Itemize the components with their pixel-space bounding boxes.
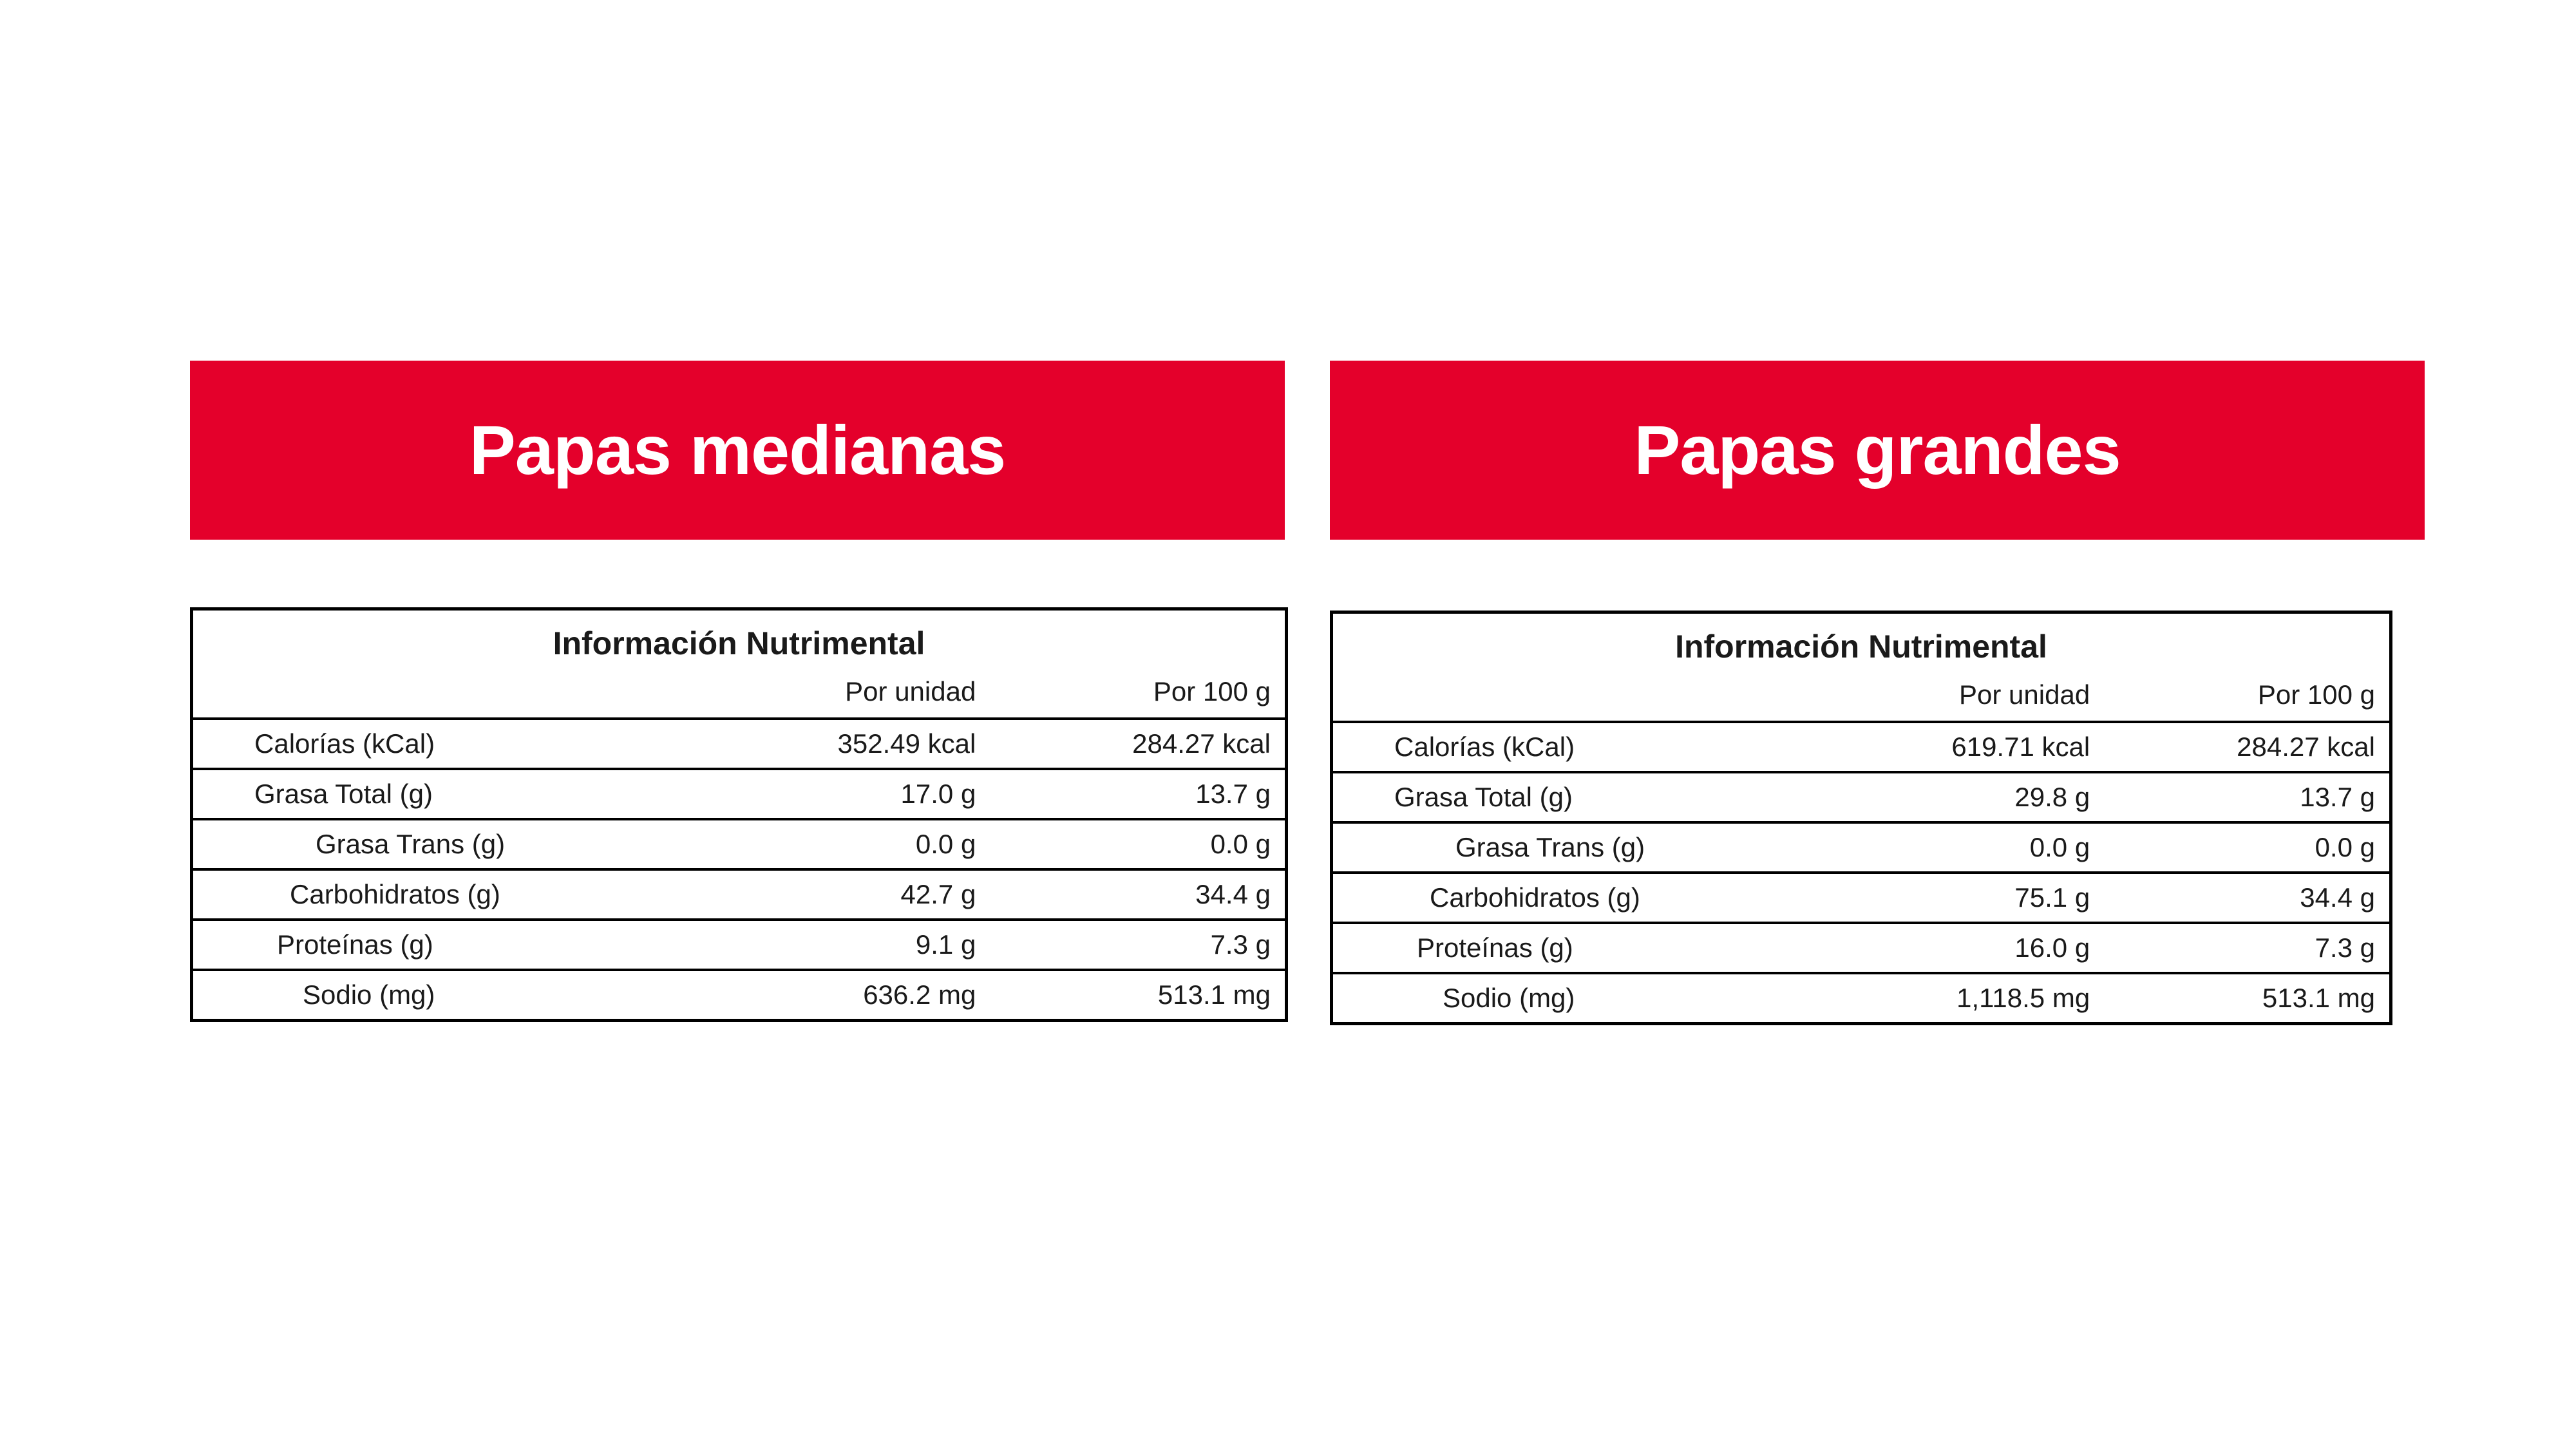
table-row bbox=[193, 920, 1285, 970]
column-header-per-unit-medianas: Por unidad bbox=[845, 676, 976, 706]
row-value-calorias-per-unit-medianas: 352.49 kcal bbox=[696, 719, 990, 769]
row-value-calorias-per-100g-grandes: 284.27 kcal bbox=[2104, 722, 2389, 772]
row-value-calorias-per-unit-grandes: 619.71 kcal bbox=[1819, 722, 2104, 772]
table-row bbox=[193, 970, 1285, 1019]
row-value-grasa-total-per-unit-grandes: 29.8 g bbox=[1819, 772, 2104, 822]
table-row bbox=[1333, 873, 2389, 923]
nutrition-table-wrapper-grandes bbox=[1330, 611, 2392, 1025]
row-label-grasa-trans-medianas: Grasa Trans (g) bbox=[193, 819, 696, 869]
row-label-carbohidratos-grandes: Carbohidratos (g) bbox=[1333, 873, 1819, 923]
panel-title-banner-medianas: Papas medianas bbox=[190, 361, 1285, 540]
row-label-grasa-total-medianas: Grasa Total (g) bbox=[193, 769, 696, 819]
row-value-grasa-total-per-unit-medianas: 17.0 g bbox=[696, 769, 990, 819]
row-label-calorias-medianas: Calorías (kCal) bbox=[193, 719, 696, 769]
row-value-grasa-trans-per-100g-grandes: 0.0 g bbox=[2104, 822, 2389, 873]
table-caption-medianas: Información Nutrimental bbox=[553, 625, 925, 661]
row-value-grasa-trans-per-unit-medianas: 0.0 g bbox=[696, 819, 990, 869]
column-header-per-100g-medianas: Por 100 g bbox=[1153, 676, 1271, 706]
table-row bbox=[193, 819, 1285, 869]
panel-papas-medianas bbox=[190, 361, 1291, 1022]
row-value-grasa-total-per-100g-medianas: 13.7 g bbox=[990, 769, 1285, 819]
nutrition-table-medianas bbox=[193, 611, 1285, 1019]
row-value-sodio-per-unit-grandes: 1,118.5 mg bbox=[1819, 973, 2104, 1022]
column-header-per-100g-grandes: Por 100 g bbox=[2257, 679, 2375, 710]
panel-title-banner-grandes: Papas grandes bbox=[1330, 361, 2425, 540]
row-label-proteinas-grandes: Proteínas (g) bbox=[1333, 923, 1819, 973]
table-row bbox=[1333, 923, 2389, 973]
nutrition-table-wrapper-medianas bbox=[190, 607, 1288, 1022]
row-value-proteinas-per-unit-grandes: 16.0 g bbox=[1819, 923, 2104, 973]
row-value-sodio-per-100g-grandes: 513.1 mg bbox=[2104, 973, 2389, 1022]
column-header-per-unit-grandes: Por unidad bbox=[1959, 679, 2090, 710]
table-header-row-grandes bbox=[1333, 677, 2389, 722]
row-value-proteinas-per-unit-medianas: 9.1 g bbox=[696, 920, 990, 970]
row-label-calorias-grandes: Calorías (kCal) bbox=[1333, 722, 1819, 772]
row-value-grasa-trans-per-100g-medianas: 0.0 g bbox=[990, 819, 1285, 869]
row-value-carbohidratos-per-unit-medianas: 42.7 g bbox=[696, 869, 990, 920]
row-value-proteinas-per-100g-grandes: 7.3 g bbox=[2104, 923, 2389, 973]
row-value-carbohidratos-per-100g-grandes: 34.4 g bbox=[2104, 873, 2389, 923]
table-header-row-medianas bbox=[193, 674, 1285, 719]
row-label-sodio-medianas: Sodio (mg) bbox=[193, 970, 696, 1019]
row-value-sodio-per-unit-medianas: 636.2 mg bbox=[696, 970, 990, 1019]
row-label-proteinas-medianas: Proteínas (g) bbox=[193, 920, 696, 970]
table-row bbox=[1333, 822, 2389, 873]
row-label-grasa-trans-grandes: Grasa Trans (g) bbox=[1333, 822, 1819, 873]
table-caption-grandes: Información Nutrimental bbox=[1675, 629, 2047, 665]
table-row bbox=[193, 869, 1285, 920]
table-row bbox=[1333, 722, 2389, 772]
row-value-sodio-per-100g-medianas: 513.1 mg bbox=[990, 970, 1285, 1019]
row-value-carbohidratos-per-100g-medianas: 34.4 g bbox=[990, 869, 1285, 920]
row-value-carbohidratos-per-unit-grandes: 75.1 g bbox=[1819, 873, 2104, 923]
row-label-grasa-total-grandes: Grasa Total (g) bbox=[1333, 772, 1819, 822]
row-value-grasa-total-per-100g-grandes: 13.7 g bbox=[2104, 772, 2389, 822]
table-row bbox=[193, 769, 1285, 819]
panel-papas-grandes bbox=[1330, 361, 2399, 1025]
column-header-nutrient-grandes bbox=[1333, 677, 1819, 722]
table-row bbox=[1333, 772, 2389, 822]
row-value-grasa-trans-per-unit-grandes: 0.0 g bbox=[1819, 822, 2104, 873]
table-row bbox=[1333, 973, 2389, 1022]
row-label-sodio-grandes: Sodio (mg) bbox=[1333, 973, 1819, 1022]
nutrition-table-grandes bbox=[1333, 614, 2389, 1022]
row-label-carbohidratos-medianas: Carbohidratos (g) bbox=[193, 869, 696, 920]
table-row bbox=[193, 719, 1285, 769]
column-header-nutrient-medianas bbox=[193, 674, 696, 719]
row-value-proteinas-per-100g-medianas: 7.3 g bbox=[990, 920, 1285, 970]
row-value-calorias-per-100g-medianas: 284.27 kcal bbox=[990, 719, 1285, 769]
